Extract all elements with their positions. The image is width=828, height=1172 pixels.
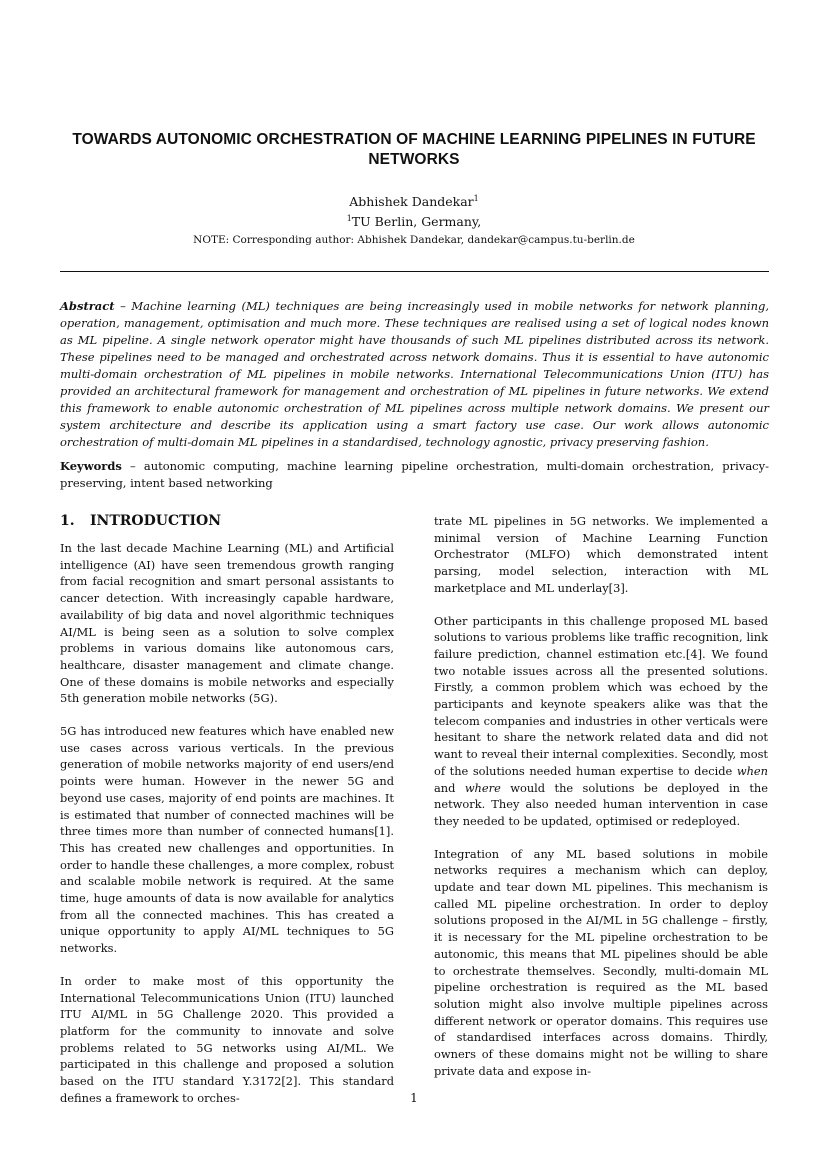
keywords-label: Keywords — [60, 459, 122, 473]
abstract — [60, 298, 769, 451]
section-title: INTRODUCTION — [90, 513, 222, 529]
keywords-text: autonomic computing, machine learning pipeline orchestration, multi-domain orchestration, privacy-preserving, intent based networking — [60, 459, 769, 490]
paragraph-text: Other participants in this challenge proposed ML based solutions to various problems like traffic recognition, link failure prediction, channel estimation etc.[4]. We found two notable issues across all the presented solutions. Firstly, a common problem which was echoed by the participants and keynote speakers alike was that the telecom companies and industries in other verticals were hesitant to share the network related data and did not want to reveal their internal complexities. Secondly, most of the solutions needed human expertise to decide — [434, 613, 768, 778]
paragraph-text: and — [434, 780, 465, 795]
paragraph-text: would the solutions be deployed in the network. They also needed human intervention in case they needed to be updated, optimised or redeployed. — [434, 780, 768, 828]
page-number: 1 — [410, 1091, 418, 1105]
emphasis-when: when — [736, 763, 768, 778]
abstract-label: Abstract — [60, 299, 115, 313]
paragraph: 5G has introduced new features which have enabled new use cases across various verticals. In the previous generation of mobile networks majority of end users/end points were human. However in the newer 5G and beyond use cases, majority of end points are machines. It is estimated that number of connected machines will be three times more than number of connected humans[1]. This has created new challenges and opportunities. In order to handle these challenges, a more complex, robust and scalable mobile network is required. At the same time, huge amounts of data is now available for analytics from all the connected machines. This has created a unique opportunity to apply AI/ML techniques to 5G networks. — [60, 724, 394, 956]
right-column — [434, 513, 768, 1096]
keywords — [60, 458, 769, 492]
section-heading — [60, 512, 394, 530]
abstract-text: Machine learning (ML) techniques are being increasingly used in mobile networks for network planning, operation, management, optimisation and much more. These techniques are realised using a set of logical nodes known as ML pipeline. A single network operator might have thousands of such ML pipelines distributed across its network. These pipelines need to be managed and orchestrated across network domains. Thus it is essential to have autonomic multi-domain orchestration of ML pipelines in mobile networks. International Telecommunications Union (ITU) has provided an architectural framework for management and orchestration of ML pipelines in future networks. We extend this framework to enable autonomic orchestration of ML pipelines across multiple network domains. We present our system architecture and describe its application using a smart factory use case. Our work allows autonomic orchestration of multi-domain ML pipelines in a standardised, technology agnostic, privacy preserving fashion. — [60, 299, 770, 449]
emphasis-where: where — [464, 780, 501, 795]
author-block — [60, 190, 768, 230]
author-line — [60, 190, 768, 210]
paragraph: In the last decade Machine Learning (ML) and Artificial intelligence (AI) have seen tremendous growth ranging from facial recognition and smart personal assistants to cancer detection. With increasingly capable hardware, availability of big data and novel algorithmic techniques AI/ML is being seen as a solution to solve complex problems in various domains like autonomous cars, healthcare, disaster management and climate change. One of these domains is mobile networks and especially 5th generation mobile networks (5G). — [60, 541, 394, 706]
affiliation-line — [60, 210, 768, 230]
corresponding-author-note: NOTE: Corresponding author: Abhishek Dandekar, dandekar@campus.tu-berlin.de — [193, 234, 635, 246]
author-name: Abhishek Dandekar — [349, 194, 474, 210]
left-column — [60, 512, 394, 1123]
affiliation-superscript: 1 — [346, 214, 352, 224]
paragraph — [434, 613, 768, 830]
header-divider — [60, 271, 769, 272]
affiliation: TU Berlin, Germany, — [351, 214, 482, 230]
author-superscript: 1 — [473, 194, 479, 203]
paragraph: In order to make most of this opportunity the International Telecommunications Union (ITU) launched ITU AI/ML in 5G Challenge 2020. This provided a platform for the community to innovate and solve problems related to 5G networks using AI/ML. We participated in this challenge and proposed a solution based on the ITU standard Y.3172[2]. This standard defines a framework to orches- — [60, 973, 394, 1105]
paragraph: trate ML pipelines in 5G networks. We implemented a minimal version of Machine Learning Function Orchestrator (MLFO) which demonstrated intent parsing, model selection, interaction with ML marketplace and ML underlay[3]. — [434, 514, 768, 595]
keywords-separator: – — [121, 459, 144, 473]
abstract-separator: – — [114, 299, 132, 313]
paragraph: Integration of any ML based solutions in mobile networks requires a mechanism which can deploy, update and tear down ML pipelines. This mechanism is called ML pipeline orchestration. In order to deploy solutions proposed in the AI/ML in 5G challenge – firstly, it is necessary for the ML pipeline orchestration to be autonomic, this means that ML pipelines should be able to orchestrate themselves. Secondly, multi-domain ML pipeline orchestration is required as the ML based solution might also involve multiple pipelines across different network or operator domains. This requires use of standardised interfaces across domains. Thirdly, owners of these domains might not be willing to share private data and expose in- — [434, 846, 768, 1078]
paper-title: TOWARDS AUTONOMIC ORCHESTRATION OF MACHINE LEARNING PIPELINES IN FUTURE NETWORKS — [72, 131, 756, 168]
section-number: 1. — [60, 513, 75, 529]
